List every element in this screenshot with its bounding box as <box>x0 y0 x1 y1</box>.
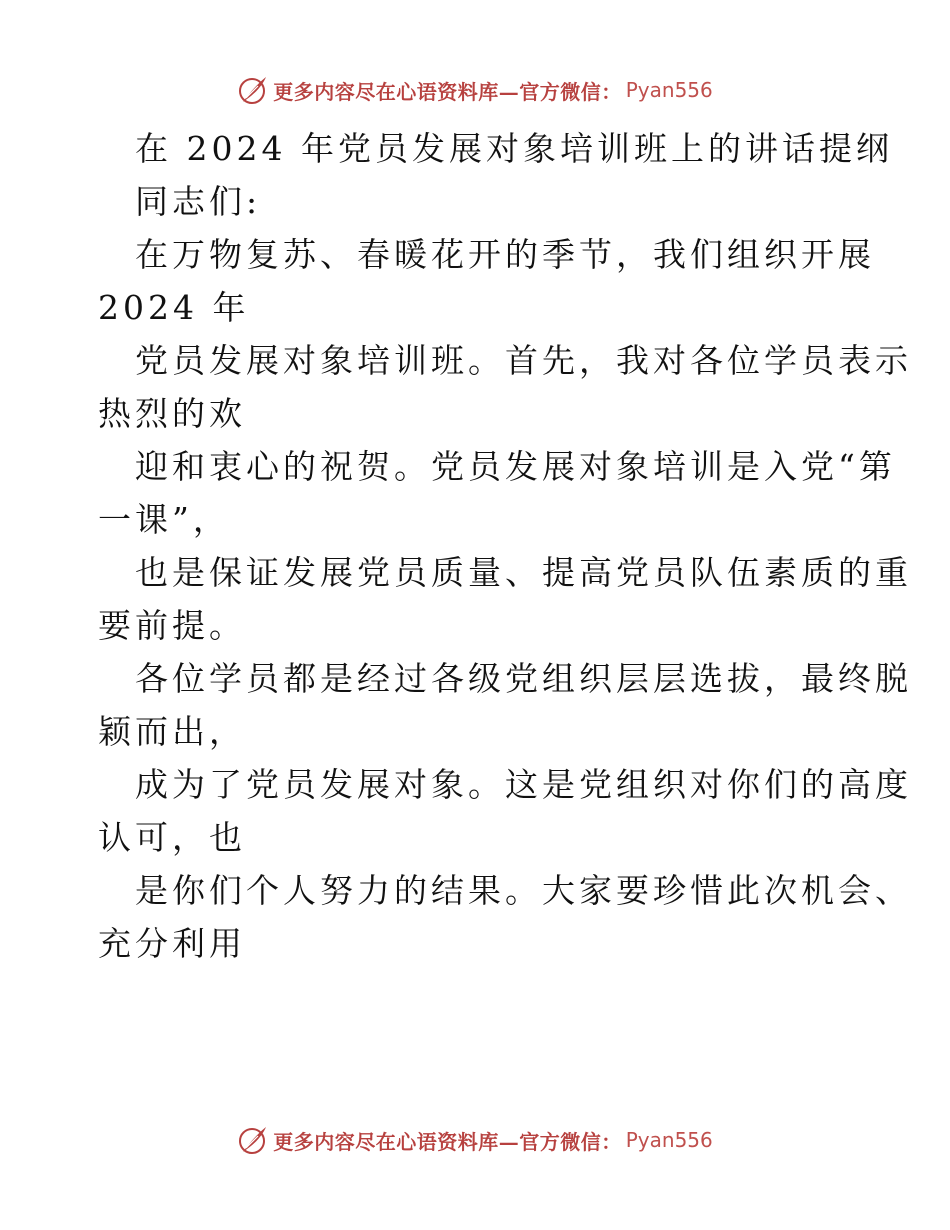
quill-pen-logo-icon <box>237 74 269 106</box>
header-wechat-id: Pyan556 <box>625 78 713 102</box>
paragraph-line: 2024 年 <box>98 288 250 327</box>
paragraph-line: 充分利用 <box>98 924 246 963</box>
paragraph-line: 认可，也 <box>98 818 246 857</box>
paragraph-line: 党员发展对象培训班。首先，我对各位学员表示 <box>135 341 912 380</box>
footer-wechat-id: Pyan556 <box>625 1128 713 1152</box>
document-title: 在 2024 年党员发展对象培训班上的讲话提纲 <box>135 129 893 168</box>
paragraph-line: 热烈的欢 <box>98 394 246 433</box>
document-body <box>98 122 912 970</box>
salutation: 同志们: <box>135 182 262 221</box>
paragraph-line: 成为了党员发展对象。这是党组织对你们的高度 <box>135 765 912 804</box>
footer-banner-text: 更多内容尽在心语资料库—官方微信： <box>273 1129 622 1154</box>
header-banner <box>0 70 950 110</box>
footer-banner <box>0 1120 950 1160</box>
paragraph-line: 迎和衷心的祝贺。党员发展对象培训是入党“第 <box>135 447 896 486</box>
paragraph-line: 颖而出， <box>98 712 246 751</box>
paragraph-line: 要前提。 <box>98 606 246 645</box>
paragraph-line: 在万物复苏、春暖花开的季节，我们组织开展 <box>135 235 875 274</box>
paragraph-line: 各位学员都是经过各级党组织层层选拔，最终脱 <box>135 659 912 698</box>
header-banner-text: 更多内容尽在心语资料库—官方微信： <box>273 79 622 104</box>
quill-pen-logo-icon <box>237 1124 269 1156</box>
paragraph-line: 也是保证发展党员质量、提高党员队伍素质的重 <box>135 553 912 592</box>
paragraph-line: 一课”， <box>98 500 230 539</box>
paragraph-line: 是你们个人努力的结果。大家要珍惜此次机会、 <box>135 871 912 910</box>
